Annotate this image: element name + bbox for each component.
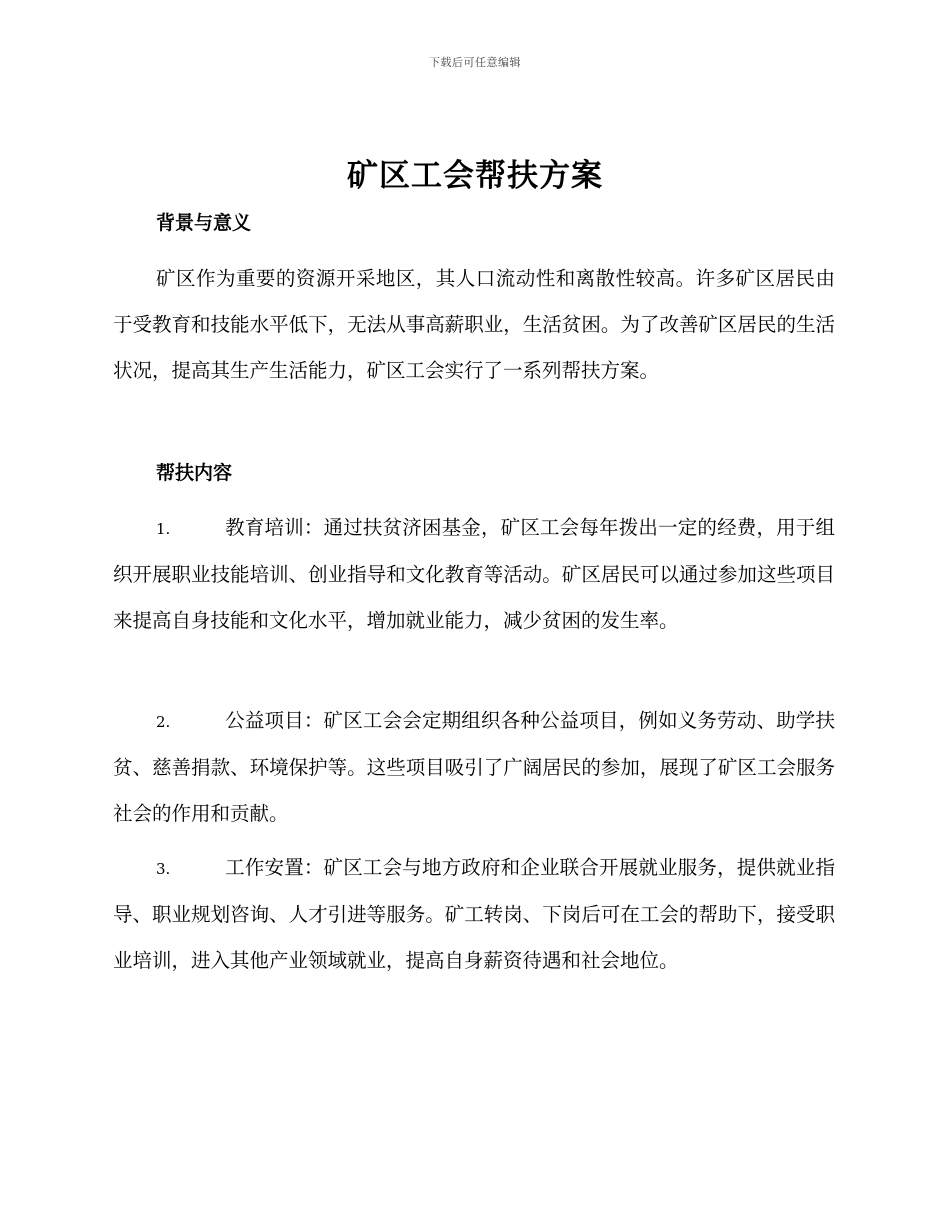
list-item-education [113, 505, 835, 644]
document-title: 矿区工会帮扶方案 [347, 158, 603, 194]
header-note: 下载后可任意编辑 [429, 56, 521, 69]
section-heading-background: 背景与意义 [156, 212, 252, 234]
list-item-public-welfare [113, 698, 835, 837]
list-item-text: 工作安置：矿区工会与地方政府和企业联合开展就业服务，提供就业指导、职业规划咨询、人才引进等服务。矿工转岗、下岗后可在工会的帮助下，接受职业培训，进入其他产业领域就业，提高自身薪资待遇和社会地位。 [113, 856, 835, 972]
section-heading-content: 帮扶内容 [156, 462, 233, 484]
list-item-job-placement [113, 845, 835, 984]
background-paragraph: 矿区作为重要的资源开采地区，其人口流动性和离散性较高。许多矿区居民由于受教育和技能水平低下，无法从事高薪职业，生活贫困。为了改善矿区居民的生活状况，提高其生产生活能力，矿区工会实行了一系列帮扶方案。 [113, 267, 835, 382]
list-item-text: 公益项目：矿区工会会定期组织各种公益项目，例如义务劳动、助学扶贫、慈善捐款、环境保护等。这些项目吸引了广阔居民的参加，展现了矿区工会服务社会的作用和贡献。 [113, 709, 835, 825]
list-number: 3. [156, 860, 171, 878]
list-item-text: 教育培训：通过扶贫济困基金，矿区工会每年拨出一定的经费，用于组织开展职业技能培训、创业指导和文化教育等活动。矿区居民可以通过参加这些项目来提高自身技能和文化水平，增加就业能力，减少贫困的发生率。 [113, 516, 835, 632]
list-number: 2. [156, 713, 171, 731]
list-number: 1. [156, 520, 171, 538]
